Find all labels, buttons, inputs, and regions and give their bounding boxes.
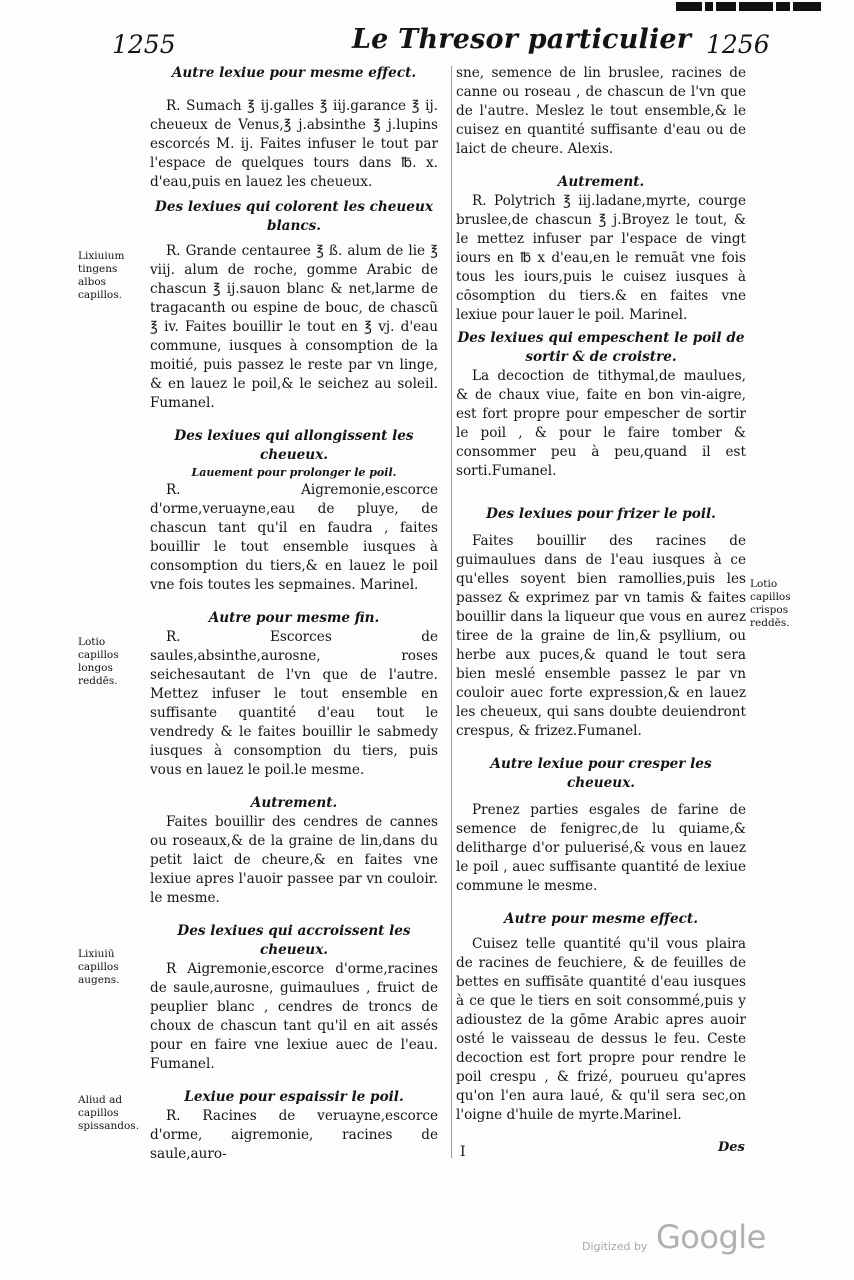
column-divider (451, 66, 452, 1158)
paragraph: Faites bouillir des racines de guimaulues dans de l'eau iusques à ce qu'elles soyent bien ramollies,puis les passez & exprimez par vn tamis & faites bouillir dans la liqueur que vous en aurez tiree de la graine de lin,& psyllium, ou herbe aux puces,& quand le tout sera bien meslé ensemble passez le par vn couloir auec forte expression,& en lauez les cheueux, qui sans doubte deuiendront crespus, & frizez.Fumanel. (456, 533, 746, 739)
paragraph: R. Escorces de saules,absinthe,aurosne, roses seichesautant de l'vn que de l'autre. Mettez infuser le tout ensemble en suffisante quantité d'eau tout le vendredy & le faites bouillir le sabmedy iusques à consomption du tiers, puis vous en lauez le poil.le mesme. (150, 629, 438, 778)
paragraph: R. Racines de veruayne,escorce d'orme, aigremonie, racines de saule,auro- (150, 1108, 438, 1162)
section-heading: Autrement. (250, 795, 338, 811)
paragraph: R. Aigremonie,escorce d'orme,veruayne,eau de pluye, de chascun tant qu'il en faudra , faites bouillir le tout ensemble iusques à consomption du tiers,& en lauez le poil vne fois toutes les sepmaines. Marinel. (150, 482, 438, 593)
google-watermark: Google (656, 1218, 766, 1256)
margin-note-left-4: Aliud ad capillos spissandos. (78, 1094, 140, 1132)
digitized-by-label: Digitized by (582, 1240, 648, 1253)
paragraph: R. Polytrich ℥ iij.ladane,myrte, courge bruslee,de chascun ℥ j.Broyez le tout, & le mettez infuser par l'espace de vingt iours en ℔ x d'eau,en le remuāt vne fois tous les iours,puis le cuisez iusques à cōsomption du tiers.& en faites vne lexiue pour lauer le poil. Marinel. (456, 193, 746, 323)
paragraph: R Aigremonie,escorce d'orme,racines de saule,aurosne, guimaulues , fruict de peuplier blanc , cendres de troncs de choux de chascun tant qu'il en ait assés pour en faire vne lexiue auec de l'eau. Fumanel. (150, 961, 438, 1072)
subsection-heading: Lauement pour prolonger le poil. (191, 466, 397, 479)
page-number-right: 1256 (706, 30, 770, 59)
section-heading: Autre lexiue pour cresper les cheueux. (490, 756, 712, 791)
section-heading: Des lexiues qui allongissent les cheueux. (174, 428, 414, 463)
running-title: Le Thresor particulier (352, 24, 692, 55)
paragraph: Cuisez telle quantité qu'il vous plaira de racines de feuchiere, & de feuilles de bettes en suffisāte quantité d'eau iusques à ce que le tiers en soit consommé,puis y adioustez de la gōme Arabic apres auoir osté le vaisseau de dessus le feu. Ceste decoction est fort propre pour rendre le poil crespu , & frizé, pourueu qu'apres qu'on l'en aura laué, & qu'il sera sec,on l'oigne d'huile de myrte.Marinel. (456, 936, 746, 1123)
signature-mark: I (460, 1144, 466, 1160)
catchword: Des (718, 1140, 745, 1155)
paragraph: sne, semence de lin bruslee, racines de canne ou roseau , de chascun de l'vn que de l'autre. Meslez le tout ensemble,& le cuisez en quantité suffisante d'eau ou de laict de cheure. Alexis. (456, 65, 746, 157)
section-heading: Lexiue pour espaissir le poil. (184, 1089, 404, 1105)
paragraph: Prenez parties esgales de farine de semence de fenigrec,de lu quiame,& delitharge d'or puluerisé,& vous en lauez le poil , auec suffisante quantité de lexiue commune le mesme. (456, 802, 746, 894)
left-column (150, 64, 438, 1164)
paragraph: La decoction de tithymal,de maulues, & de chaux viue, faite en bon vin-aigre, est fort propre pour empescher de sortir le poil , & pour le faire tomber & consommer peu à peu,quand il est sorti.Fumanel. (456, 368, 746, 479)
margin-note-right-1: Lotio capillos crispos reddēs. (750, 578, 791, 629)
section-heading: Autrement. (557, 174, 645, 190)
section-heading: Autre pour mesme fin. (208, 610, 380, 626)
right-column (456, 64, 746, 1125)
section-heading: Des lexiues qui colorent les cheueux blancs. (155, 199, 433, 234)
margin-note-left-1: Lixiuium tingens albos capillos. (78, 250, 125, 301)
paragraph: R. Grande centauree ℥ ß. alum de lie ℥ viij. alum de roche, gomme Arabic de chascun ℥ ij.sauon blanc & net,larme de tragacanth ou espine de bouc, de chascũ ℥ iv. Faites bouillir le tout en ℥ vj. d'eau commune, iusques à consomption de la moitié, puis passez le reste par vn linge, & en lauez le poil,& le seichez au soleil. Fumanel. (150, 243, 438, 411)
section-heading: Des lexiues pour frizer le poil. (486, 506, 716, 522)
section-heading: Des lexiues qui empeschent le poil de sortir & de croistre. (457, 330, 745, 365)
section-heading: Autre lexiue pour mesme effect. (171, 65, 417, 81)
top-edge-artifact (676, 2, 826, 16)
margin-note-left-3: Lixiuiū capillos augens. (78, 948, 120, 986)
paragraph: Faites bouillir des cendres de cannes ou roseaux,& de la graine de lin,dans du petit laict de cheure,& en faites vne lexiue apres l'auoir passee par vn couloir. le mesme. (150, 814, 438, 906)
margin-note-left-2: Lotio capillos longos reddēs. (78, 636, 119, 687)
section-heading: Des lexiues qui accroissent les cheueux. (177, 923, 411, 958)
paragraph: R. Sumach ℥ ij.galles ℥ iij.garance ℥ ij. cheueux de Venus,℥ j.absinthe ℥ j.lupins escorcés M. ij. Faites infuser le tout par l'espace de quelques tours dans ℔. x. d'eau,puis en lauez les cheueux. (150, 98, 438, 190)
section-heading: Autre pour mesme effect. (504, 911, 698, 927)
page-number-left: 1255 (112, 30, 176, 59)
